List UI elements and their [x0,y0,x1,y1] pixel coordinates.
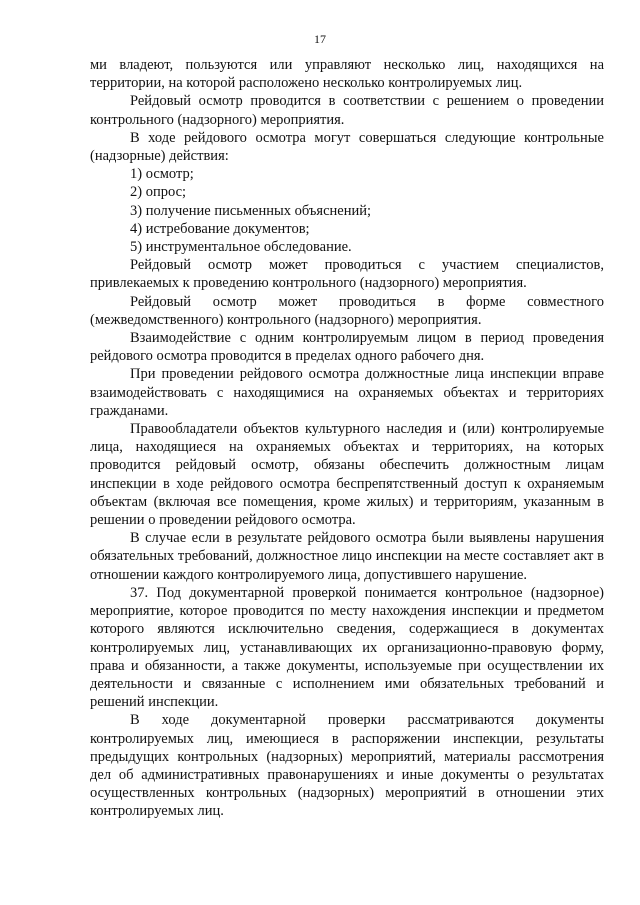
paragraph: При проведении рейдового осмотра должностные лица инспекции вправе взаимодействовать с находящимися на охраняемых объектах и территориях гражданами. [90,366,604,419]
list-item: 4) истребование документов; [130,220,310,237]
list-item: 3) получение письменных объяснений; [130,202,372,219]
paragraph: Рейдовый осмотр проводится в соответствии с решением о проведении контрольного (надзорного) мероприятия. [90,93,604,128]
page-number: 17 [314,32,326,46]
paragraph: В ходе документарной проверки рассматриваются документы контролируемых лиц, имеющиеся в распоряжении инспекции, результаты предыдущих контрольных (надзорных) мероприятий, материалы рассмотрения дел об административных правонарушениях и иные документы о результатах осуществленных контрольных (надзорных) мероприятий в отношении этих контролируемых лиц. [90,712,604,820]
list-item: 1) осмотр; [130,166,194,183]
paragraph: Правообладатели объектов культурного наследия и (или) контролируемые лица, находящиеся на охраняемых объектах и территориях, на которых проводится рейдовый осмотр, обязаны обеспечить должностным лицам инспекции в ходе рейдового осмотра беспрепятственный доступ к охраняемым объектам (включая все помещения, кроме жилых) и территориям, указанным в решении о проведении рейдового осмотра. [90,421,604,529]
paragraph: Рейдовый осмотр может проводиться в форме совместного (межведомственного) контрольного (надзорного) мероприятия. [90,293,604,328]
paragraph: В ходе рейдового осмотра могут совершаться следующие контрольные (надзорные) действия: [90,129,604,165]
list-item: 2) опрос; [130,184,187,201]
actions-list [90,165,604,256]
paragraph: ми владеют, пользуются или управляют несколько лиц, находящихся на территории, на которой расположено несколько контролируемых лиц. [90,57,604,92]
document-body [90,56,604,821]
list-item: 5) инструментальное обследование. [130,239,352,256]
paragraph: В случае если в результате рейдового осмотра были выявлены нарушения обязательных требований, должностное лицо инспекции на месте составляет акт в отношении каждого контролируемого лица, допустившего нарушение. [90,530,604,583]
paragraph: Рейдовый осмотр может проводиться с участием специалистов, привлекаемых к проведению контрольного (надзорного) мероприятия. [90,257,604,292]
paragraph-section-37: 37. Под документарной проверкой понимается контрольное (надзорное) мероприятие, которое проводится по месту нахождения инспекции и предметом которого являются исключительно сведения, содержащиеся в документах контролируемых лиц, устанавливающих их организационно-правовую форму, права и обязанности, а также документы, используемые при осуществлении их деятельности и связанные с исполнением ими обязательных требований и решений инспекции. [90,584,604,711]
paragraph: Взаимодействие с одним контролируемым лицом в период проведения рейдового осмотра проводится в пределах одного рабочего дня. [90,330,604,365]
